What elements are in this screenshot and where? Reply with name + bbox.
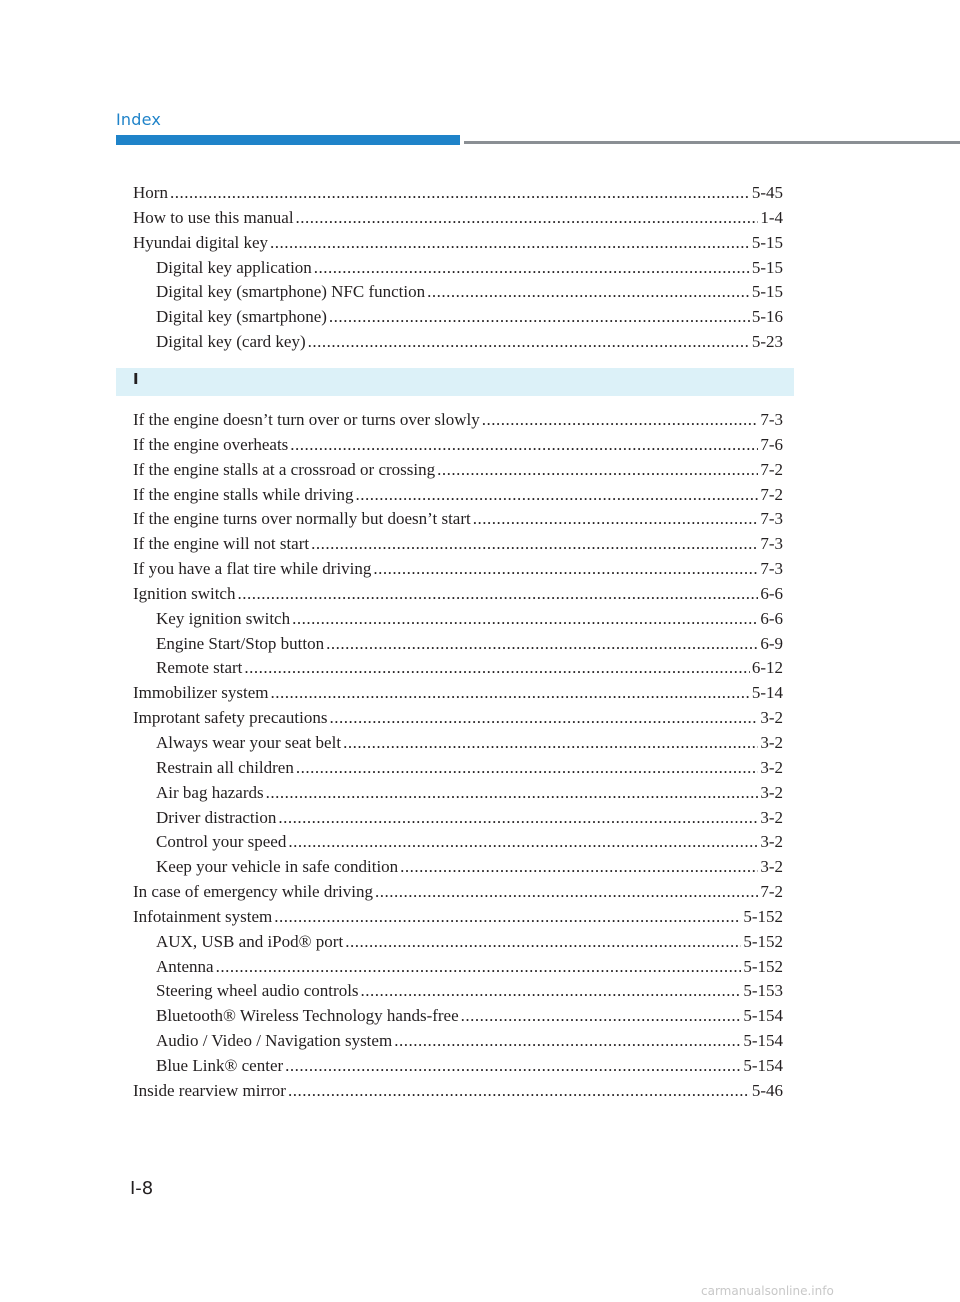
index-page-ref: 7-3 bbox=[760, 559, 783, 579]
index-list-top bbox=[133, 181, 783, 355]
index-term: Driver distraction bbox=[156, 807, 277, 827]
dot-leader bbox=[400, 855, 758, 880]
index-entry bbox=[133, 855, 783, 880]
index-page-ref: 5-153 bbox=[743, 981, 783, 1001]
index-entry bbox=[133, 781, 783, 806]
dot-leader bbox=[290, 433, 758, 458]
index-entry bbox=[133, 305, 783, 330]
index-page-ref: 3-2 bbox=[760, 807, 783, 827]
index-term: If the engine will not start bbox=[133, 534, 310, 554]
index-entry bbox=[133, 433, 783, 458]
index-term: Audio / Video / Navigation system bbox=[156, 1031, 393, 1051]
index-entry bbox=[133, 330, 783, 355]
section-letter: I bbox=[133, 370, 139, 388]
index-entry bbox=[133, 756, 783, 781]
index-page-ref: 7-3 bbox=[760, 509, 783, 529]
index-page-ref: 7-3 bbox=[760, 534, 783, 554]
header-title: Index bbox=[116, 110, 162, 129]
dot-leader bbox=[361, 979, 742, 1004]
index-entry bbox=[133, 1054, 783, 1079]
index-term: Infotainment system bbox=[133, 906, 273, 926]
dot-leader bbox=[373, 557, 758, 582]
index-term: Digital key (smartphone) bbox=[156, 307, 327, 327]
index-term: Digital key (card key) bbox=[156, 332, 306, 352]
index-term: Improtant safety precautions bbox=[133, 708, 328, 728]
index-page-ref: 3-2 bbox=[760, 757, 783, 777]
index-page-ref: 5-45 bbox=[751, 183, 783, 202]
index-term: Control your speed bbox=[156, 832, 287, 852]
index-term: How to use this manual bbox=[133, 207, 294, 227]
index-term: Key ignition switch bbox=[156, 608, 291, 628]
dot-leader bbox=[270, 231, 750, 256]
watermark: carmanualsonline.info bbox=[701, 1284, 834, 1298]
dot-leader bbox=[427, 280, 750, 305]
index-entry bbox=[133, 1004, 783, 1029]
index-entry bbox=[133, 1079, 783, 1104]
dot-leader bbox=[326, 632, 758, 657]
index-page-ref: 3-2 bbox=[760, 782, 783, 802]
index-entry bbox=[133, 507, 783, 532]
index-entry bbox=[133, 532, 783, 557]
index-entry bbox=[133, 930, 783, 955]
index-term: If the engine doesn’t turn over or turns over slowly bbox=[133, 410, 480, 429]
index-term: Inside rearview mirror bbox=[133, 1080, 286, 1100]
dot-leader bbox=[288, 1079, 750, 1104]
index-page-ref: 5-152 bbox=[743, 931, 783, 951]
index-entry bbox=[133, 706, 783, 731]
index-term: If you have a flat tire while driving bbox=[133, 559, 372, 579]
index-entry bbox=[133, 206, 783, 231]
dot-leader bbox=[482, 408, 759, 433]
index-entry bbox=[133, 955, 783, 980]
dot-leader bbox=[473, 507, 759, 532]
index-page-ref: 3-2 bbox=[760, 708, 783, 728]
index-page-ref: 7-6 bbox=[760, 434, 783, 454]
dot-leader bbox=[170, 181, 750, 206]
index-page-ref: 5-15 bbox=[751, 232, 783, 252]
index-term: Bluetooth® Wireless Technology hands-free bbox=[156, 1006, 459, 1026]
index-entry bbox=[133, 557, 783, 582]
dot-leader bbox=[285, 1054, 741, 1079]
index-term: Restrain all children bbox=[156, 757, 294, 777]
dot-leader bbox=[314, 256, 750, 281]
dot-leader bbox=[271, 681, 750, 706]
header-bar-accent bbox=[116, 135, 460, 145]
dot-leader bbox=[292, 607, 758, 632]
index-entry bbox=[133, 181, 783, 206]
index-term: Digital key application bbox=[156, 257, 312, 277]
index-term: In case of emergency while driving bbox=[133, 882, 373, 902]
index-term: If the engine stalls at a crossroad or crossing bbox=[133, 459, 436, 479]
index-page-ref: 5-14 bbox=[751, 683, 783, 703]
index-page-ref: 3-2 bbox=[760, 857, 783, 877]
index-term: Antenna bbox=[156, 956, 214, 976]
index-term: AUX, USB and iPod® port bbox=[156, 931, 344, 951]
index-list-section bbox=[133, 408, 783, 1104]
index-entry bbox=[133, 256, 783, 281]
page-number: I-8 bbox=[130, 1178, 154, 1199]
index-term: If the engine overheats bbox=[133, 434, 289, 454]
dot-leader bbox=[437, 458, 758, 483]
index-page-ref: 3-2 bbox=[760, 732, 783, 752]
dot-leader bbox=[345, 930, 741, 955]
dot-leader bbox=[330, 706, 759, 731]
index-entry bbox=[133, 280, 783, 305]
index-term: Remote start bbox=[156, 658, 243, 678]
index-term: Horn bbox=[133, 183, 168, 202]
index-entry bbox=[133, 905, 783, 930]
index-entry bbox=[133, 731, 783, 756]
dot-leader bbox=[296, 206, 759, 231]
index-term: If the engine turns over normally but doesn’t start bbox=[133, 509, 471, 529]
dot-leader bbox=[237, 582, 758, 607]
index-term: Hyundai digital key bbox=[133, 232, 269, 252]
index-page-ref: 5-152 bbox=[743, 956, 783, 976]
dot-leader bbox=[311, 532, 758, 557]
index-entry bbox=[133, 681, 783, 706]
index-entry bbox=[133, 656, 783, 681]
header-bar-rule bbox=[464, 141, 960, 144]
index-term: Keep your vehicle in safe condition bbox=[156, 857, 399, 877]
dot-leader bbox=[461, 1004, 742, 1029]
section-band bbox=[116, 368, 794, 396]
index-page-ref: 7-3 bbox=[760, 410, 783, 429]
index-page-ref: 6-6 bbox=[760, 608, 783, 628]
index-page-ref: 5-15 bbox=[751, 257, 783, 277]
index-entry bbox=[133, 830, 783, 855]
dot-leader bbox=[296, 756, 758, 781]
index-page-ref: 5-46 bbox=[751, 1080, 783, 1100]
index-term: Engine Start/Stop button bbox=[156, 633, 325, 653]
dot-leader bbox=[329, 305, 750, 330]
dot-leader bbox=[394, 1029, 741, 1054]
index-term: Ignition switch bbox=[133, 583, 236, 603]
dot-leader bbox=[278, 806, 758, 831]
index-page-ref: 7-2 bbox=[760, 459, 783, 479]
index-entry bbox=[133, 582, 783, 607]
dot-leader bbox=[355, 483, 758, 508]
index-entry bbox=[133, 607, 783, 632]
index-page-ref: 5-152 bbox=[743, 906, 783, 926]
index-entry bbox=[133, 806, 783, 831]
index-term: Blue Link® center bbox=[156, 1055, 284, 1075]
index-page-ref: 5-154 bbox=[743, 1006, 783, 1026]
index-page-ref: 1-4 bbox=[760, 207, 783, 227]
index-term: Always wear your seat belt bbox=[156, 732, 342, 752]
index-term: Digital key (smartphone) NFC function bbox=[156, 282, 426, 302]
index-page-ref: 3-2 bbox=[760, 832, 783, 852]
dot-leader bbox=[274, 905, 741, 930]
index-entry bbox=[133, 979, 783, 1004]
index-entry bbox=[133, 880, 783, 905]
index-entry bbox=[133, 632, 783, 657]
index-page-ref: 5-154 bbox=[743, 1031, 783, 1051]
index-page-ref: 5-15 bbox=[751, 282, 783, 302]
index-page-ref: 5-16 bbox=[751, 307, 783, 327]
dot-leader bbox=[343, 731, 758, 756]
index-term: Air bag hazards bbox=[156, 782, 264, 802]
index-page-ref: 5-23 bbox=[751, 332, 783, 352]
index-page-ref: 7-2 bbox=[760, 484, 783, 504]
dot-leader bbox=[375, 880, 758, 905]
index-term: Immobilizer system bbox=[133, 683, 269, 703]
dot-leader bbox=[288, 830, 758, 855]
dot-leader bbox=[216, 955, 742, 980]
dot-leader bbox=[308, 330, 750, 355]
dot-leader bbox=[244, 656, 749, 681]
index-page-ref: 5-154 bbox=[743, 1055, 783, 1075]
index-entry bbox=[133, 458, 783, 483]
index-page-ref: 7-2 bbox=[760, 882, 783, 902]
index-entry bbox=[133, 1029, 783, 1054]
index-entry bbox=[133, 408, 783, 433]
index-term: If the engine stalls while driving bbox=[133, 484, 354, 504]
index-page-ref: 6-12 bbox=[751, 658, 783, 678]
index-entry bbox=[133, 483, 783, 508]
index-page-ref: 6-6 bbox=[760, 583, 783, 603]
dot-leader bbox=[266, 781, 759, 806]
index-page-ref: 6-9 bbox=[760, 633, 783, 653]
index-entry bbox=[133, 231, 783, 256]
index-term: Steering wheel audio controls bbox=[156, 981, 359, 1001]
